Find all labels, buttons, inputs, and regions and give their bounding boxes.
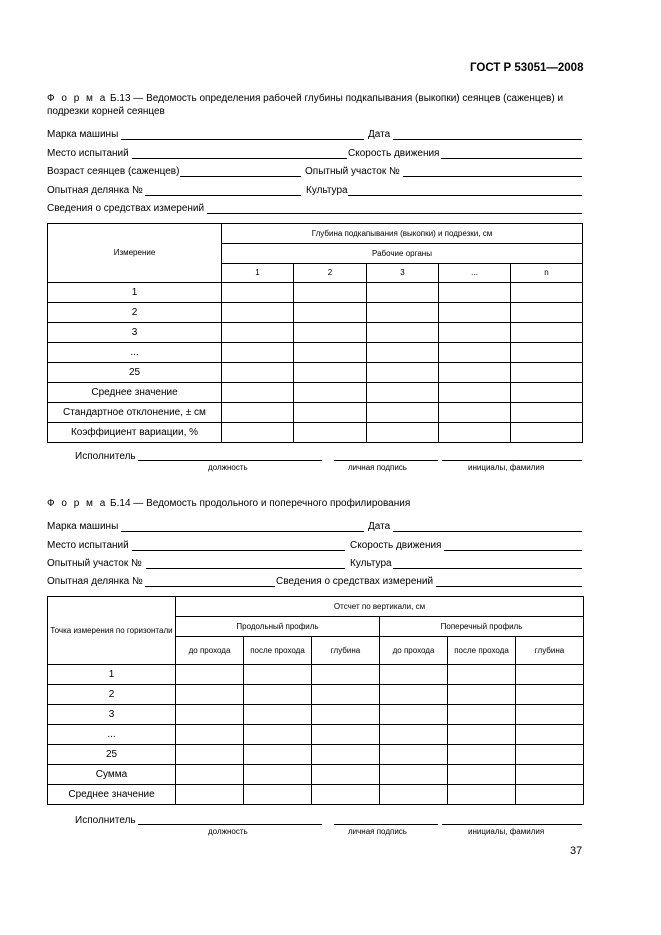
table-cell[interactable]	[439, 323, 511, 343]
form14-field-label: Опытная делянка №	[47, 576, 143, 587]
form13-signature-caption: личная подпись	[348, 463, 407, 472]
table-cell[interactable]	[222, 283, 294, 303]
form13-row-label: 3	[48, 323, 222, 343]
form13-speed-line[interactable]	[441, 158, 582, 159]
form13-measurement-header: Измерение	[48, 224, 222, 283]
form14-title	[47, 497, 587, 510]
table-cell[interactable]	[222, 423, 294, 443]
table-cell[interactable]	[380, 665, 448, 685]
form14-plot-line[interactable]	[146, 568, 345, 569]
form14-row-label: Среднее значение	[48, 785, 176, 805]
table-cell[interactable]	[244, 725, 312, 745]
table-cell[interactable]	[222, 363, 294, 383]
table-cell[interactable]	[511, 343, 583, 363]
form13-depth-header: Глубина подкапывания (выкопки) и подрезки, см	[222, 224, 583, 244]
table-cell[interactable]	[516, 705, 584, 725]
table-cell[interactable]	[367, 323, 439, 343]
table-cell[interactable]	[244, 745, 312, 765]
table-cell[interactable]	[244, 665, 312, 685]
form13-position-caption: должность	[208, 463, 248, 472]
form13-age-line[interactable]	[180, 176, 301, 177]
table-cell[interactable]	[176, 705, 244, 725]
form14-name-caption: инициалы, фамилия	[468, 827, 545, 836]
form14-culture-label: Культура	[350, 558, 392, 569]
table-cell[interactable]	[511, 403, 583, 423]
table-cell[interactable]	[439, 303, 511, 323]
form14-row-label: ...	[48, 725, 176, 745]
form14-cross-profile-header: Поперечный профиль	[380, 617, 584, 637]
table-cell[interactable]	[312, 785, 380, 805]
form13-plot-line[interactable]	[403, 176, 582, 177]
table-cell[interactable]	[294, 403, 367, 423]
form13-row-label: Коэффициент вариации, %	[48, 423, 222, 443]
form14-instruments-line[interactable]	[436, 586, 582, 587]
table-cell[interactable]	[516, 665, 584, 685]
form14-signature-line[interactable]	[334, 824, 438, 825]
form13-name-caption: инициалы, фамилия	[468, 463, 545, 472]
table-row	[48, 423, 583, 443]
table-cell[interactable]	[439, 383, 511, 403]
form14-vertical-header: Отсчет по вертикали, см	[176, 597, 584, 617]
form14-speed-label: Скорость движения	[350, 540, 442, 551]
table-cell[interactable]	[439, 283, 511, 303]
form14-place-line[interactable]	[132, 550, 345, 551]
form13-position-line[interactable]	[138, 460, 322, 461]
form14-instruments-label: Сведения о средствах измерений	[276, 576, 434, 587]
table-cell[interactable]	[176, 785, 244, 805]
form13-field-line[interactable]	[145, 195, 301, 196]
form14-subcol-header: глубина	[516, 637, 584, 665]
table-row	[48, 745, 584, 765]
table-cell[interactable]	[448, 705, 516, 725]
form13-speed-label: Скорость движения	[348, 148, 440, 159]
table-cell[interactable]	[511, 323, 583, 343]
table-cell[interactable]	[176, 685, 244, 705]
form13-col-header: 2	[294, 264, 367, 283]
table-cell[interactable]	[448, 745, 516, 765]
form13-field-label: Опытная делянка №	[47, 185, 143, 196]
table-row	[48, 343, 583, 363]
form14-position-caption: должность	[208, 827, 248, 836]
form14-subcol-header: после прохода	[448, 637, 516, 665]
table-cell[interactable]	[439, 343, 511, 363]
table-cell[interactable]	[176, 725, 244, 745]
table-cell[interactable]	[312, 685, 380, 705]
form13-culture-line[interactable]	[348, 195, 582, 196]
form13-place-line[interactable]	[132, 158, 347, 159]
form14-place-label: Место испытаний	[47, 540, 129, 551]
form13-date-label: Дата	[368, 129, 391, 140]
table-cell[interactable]	[380, 685, 448, 705]
table-cell[interactable]	[294, 283, 367, 303]
form13-col-header: n	[511, 264, 583, 283]
form14-long-profile-header: Продольный профиль	[176, 617, 380, 637]
form14-subcol-header: глубина	[312, 637, 380, 665]
form13-title	[47, 92, 587, 118]
page-number: 37	[570, 845, 583, 857]
table-cell[interactable]	[380, 765, 448, 785]
table-row	[48, 383, 583, 403]
table-cell[interactable]	[222, 383, 294, 403]
form13-organs-header: Рабочие органы	[222, 244, 583, 264]
table-cell[interactable]	[294, 303, 367, 323]
form14-culture-line[interactable]	[393, 568, 582, 569]
form14-title-text: Б.14 — Ведомость продольного и поперечного профилирования	[107, 498, 411, 509]
form14-point-header: Точка измерения по горизонтали	[48, 597, 176, 665]
form14-row-label: 25	[48, 745, 176, 765]
table-cell[interactable]	[511, 363, 583, 383]
form13-instruments-line[interactable]	[207, 213, 582, 214]
table-cell[interactable]	[294, 343, 367, 363]
table-row	[48, 705, 584, 725]
form13-name-line[interactable]	[442, 460, 582, 461]
table-cell[interactable]	[439, 403, 511, 423]
table-cell[interactable]	[380, 785, 448, 805]
table-cell[interactable]	[244, 705, 312, 725]
table-cell[interactable]	[294, 363, 367, 383]
table-cell[interactable]	[294, 383, 367, 403]
form14-speed-line[interactable]	[444, 550, 582, 551]
table-row	[48, 665, 584, 685]
table-cell[interactable]	[294, 423, 367, 443]
table-cell[interactable]	[222, 303, 294, 323]
table-row	[48, 403, 583, 423]
table-row	[48, 283, 583, 303]
form14-title-prefix: Ф о р м а	[47, 498, 108, 509]
form14-row-label: Сумма	[48, 765, 176, 785]
table-row	[48, 323, 583, 343]
table-cell[interactable]	[244, 785, 312, 805]
form13-row-label: Среднее значение	[48, 383, 222, 403]
form13-row-label: ...	[48, 343, 222, 363]
table-cell[interactable]	[448, 685, 516, 705]
form14-date-label: Дата	[368, 521, 391, 532]
form13-col-header: 3	[367, 264, 439, 283]
table-cell[interactable]	[367, 283, 439, 303]
table-cell[interactable]	[176, 745, 244, 765]
form14-row-label: 1	[48, 665, 176, 685]
form13-row-label: Стандартное отклонение, ± см	[48, 403, 222, 423]
table-cell[interactable]	[516, 685, 584, 705]
table-cell[interactable]	[448, 725, 516, 745]
table-cell[interactable]	[439, 363, 511, 383]
form13-culture-label: Культура	[306, 185, 348, 196]
table-cell[interactable]	[222, 403, 294, 423]
form13-row-label: 2	[48, 303, 222, 323]
form13-signature-line[interactable]	[334, 460, 438, 461]
form14-executor-label: Исполнитель	[75, 815, 136, 826]
form13-title-text: Б.13 — Ведомость определения рабочей глубины подкапывания (выкопки) сеянцев (саженцев) и подрезки корней сеянцев	[47, 93, 564, 117]
table-cell[interactable]	[312, 765, 380, 785]
form13-table	[47, 223, 583, 443]
form13-date-line[interactable]	[393, 139, 582, 140]
table-cell[interactable]	[380, 705, 448, 725]
form13-plot-label: Опытный участок №	[305, 166, 400, 177]
table-cell[interactable]	[516, 765, 584, 785]
table-cell[interactable]	[244, 765, 312, 785]
table-cell[interactable]	[312, 705, 380, 725]
table-row	[48, 685, 584, 705]
table-cell[interactable]	[176, 665, 244, 685]
document-standard-number: ГОСТ Р 53051—2008	[470, 62, 584, 74]
form13-title-prefix: Ф о р м а	[47, 93, 108, 104]
table-cell[interactable]	[516, 785, 584, 805]
table-cell[interactable]	[439, 423, 511, 443]
table-cell[interactable]	[222, 343, 294, 363]
form14-field-line[interactable]	[145, 586, 275, 587]
table-cell[interactable]	[367, 343, 439, 363]
table-cell[interactable]	[367, 403, 439, 423]
form14-plot-label: Опытный участок №	[47, 558, 142, 569]
table-row	[48, 303, 583, 323]
form14-machine-line[interactable]	[121, 531, 364, 532]
table-cell[interactable]	[367, 303, 439, 323]
table-cell[interactable]	[448, 785, 516, 805]
form13-col-header: 1	[222, 264, 294, 283]
table-row	[48, 725, 584, 745]
form14-machine-label: Марка машины	[47, 521, 119, 532]
table-cell[interactable]	[222, 323, 294, 343]
table-cell[interactable]	[367, 383, 439, 403]
table-row	[48, 785, 584, 805]
table-cell[interactable]	[516, 745, 584, 765]
table-cell[interactable]	[312, 665, 380, 685]
table-cell[interactable]	[448, 765, 516, 785]
form14-subcol-header: после прохода	[244, 637, 312, 665]
table-cell[interactable]	[380, 725, 448, 745]
table-cell[interactable]	[380, 745, 448, 765]
table-cell[interactable]	[511, 423, 583, 443]
form14-table	[47, 596, 584, 805]
form13-col-header: ...	[439, 264, 511, 283]
table-cell[interactable]	[511, 283, 583, 303]
form13-machine-label: Марка машины	[47, 129, 119, 140]
form13-executor-label: Исполнитель	[75, 451, 136, 462]
table-row	[48, 765, 584, 785]
table-cell[interactable]	[367, 363, 439, 383]
table-cell[interactable]	[448, 665, 516, 685]
table-cell[interactable]	[312, 745, 380, 765]
form14-subcol-header: до прохода	[176, 637, 244, 665]
form13-row-label: 1	[48, 283, 222, 303]
table-cell[interactable]	[244, 685, 312, 705]
table-cell[interactable]	[176, 765, 244, 785]
form13-instruments-label: Сведения о средствах измерений	[47, 203, 205, 214]
form14-date-line[interactable]	[393, 531, 582, 532]
form13-row-label: 25	[48, 363, 222, 383]
form13-machine-line[interactable]	[121, 139, 364, 140]
form14-row-label: 2	[48, 685, 176, 705]
table-cell[interactable]	[511, 303, 583, 323]
form14-row-label: 3	[48, 705, 176, 725]
form13-place-label: Место испытаний	[47, 148, 129, 159]
table-row	[48, 363, 583, 383]
table-cell[interactable]	[511, 383, 583, 403]
table-cell[interactable]	[294, 323, 367, 343]
form14-subcol-header: до прохода	[380, 637, 448, 665]
form14-name-line[interactable]	[442, 824, 582, 825]
table-cell[interactable]	[367, 423, 439, 443]
table-cell[interactable]	[516, 725, 584, 745]
form14-signature-caption: личная подпись	[348, 827, 407, 836]
form13-age-label: Возраст сеянцев (саженцев)	[47, 166, 180, 177]
form14-position-line[interactable]	[138, 824, 322, 825]
table-cell[interactable]	[312, 725, 380, 745]
